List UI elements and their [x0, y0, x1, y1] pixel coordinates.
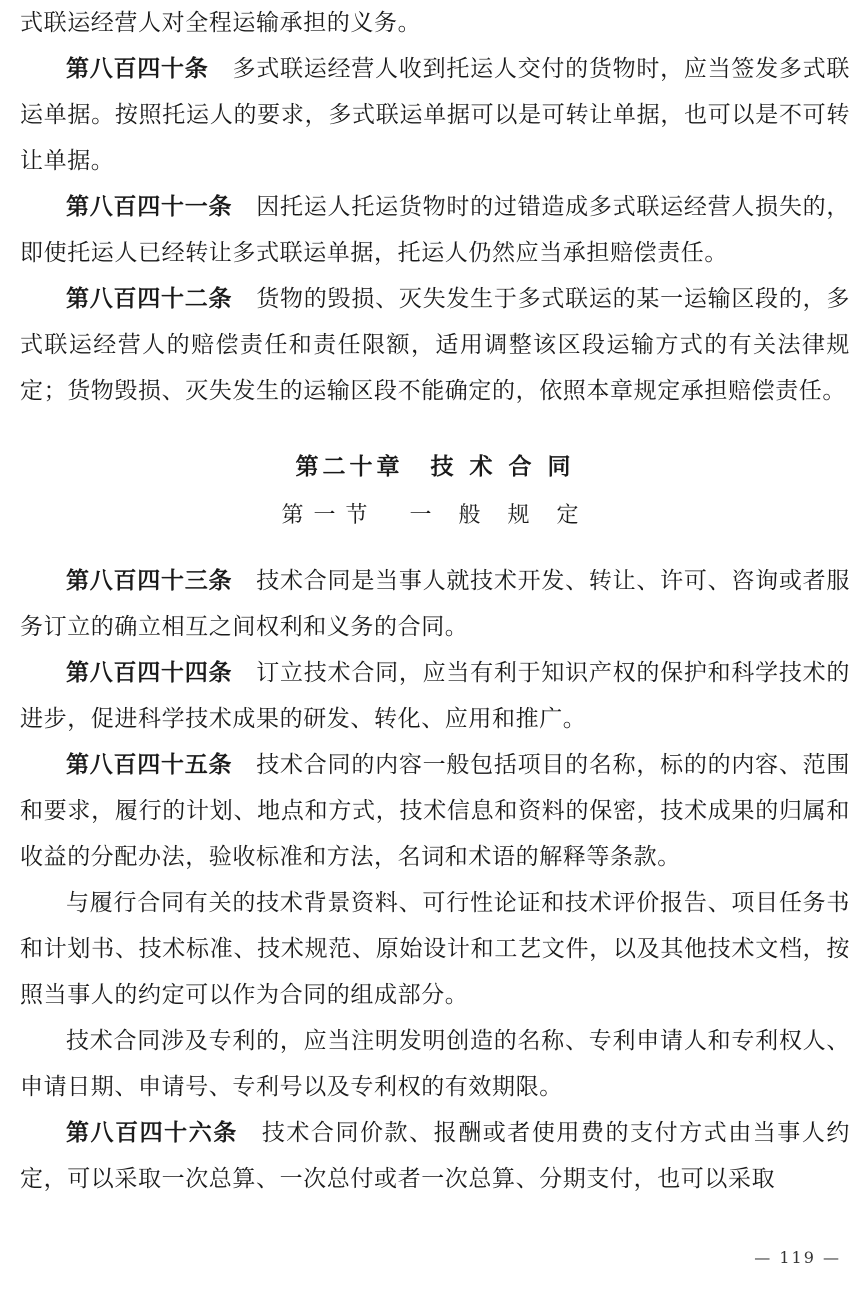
article-number: 第八百四十条 [66, 56, 209, 82]
page-number: — 119 — [754, 1248, 841, 1267]
chapter-heading: 第二十章 技 术 合 同 [295, 454, 575, 480]
article-840 [20, 46, 850, 184]
article-843 [20, 558, 850, 650]
document-page [20, 0, 850, 1202]
article-text: 订立技术合同，应当有利于知识产权的保护和科学技术的进步，促进科学技术成果的研发、转化、应用和推广。 [20, 660, 851, 732]
article-text: 技术合同是当事人就技术开发、转让、许可、咨询或者服务订立的确立相互之间权利和义务的合同。 [20, 568, 851, 640]
article-number: 第八百四十三条 [66, 568, 233, 594]
article-number: 第八百四十五条 [66, 752, 233, 778]
article-845-paragraph-3 [20, 1018, 850, 1110]
article-844 [20, 650, 850, 742]
paragraph-text: 技术合同涉及专利的，应当注明发明创造的名称、专利申请人和专利权人、申请日期、申请号、专利号以及专利权的有效期限。 [20, 1028, 850, 1100]
paragraph-continuation [20, 0, 850, 46]
article-845-paragraph-2 [20, 880, 850, 1018]
article-number: 第八百四十二条 [66, 286, 233, 312]
article-number: 第八百四十一条 [66, 194, 233, 220]
article-text: 技术合同价款、报酬或者使用费的支付方式由当事人约定，可以采取一次总算、一次总付或者一次总算、分期支付，也可以采取 [20, 1120, 850, 1192]
article-text: 货物的毁损、灭失发生于多式联运的某一运输区段的，多式联运经营人的赔偿责任和责任限额，适用调整该区段运输方式的有关法律规定；货物毁损、灭失发生的运输区段不能确定的，依照本章规定承担赔偿责任。 [20, 286, 851, 404]
article-number: 第八百四十四条 [66, 660, 233, 686]
article-842 [20, 276, 850, 414]
article-846 [20, 1110, 850, 1202]
paragraph-text: 与履行合同有关的技术背景资料、可行性论证和技术评价报告、项目任务书和计划书、技术标准、技术规范、原始设计和工艺文件，以及其他技术文档，按照当事人的约定可以作为合同的组成部分。 [20, 890, 850, 1008]
article-number: 第八百四十六条 [66, 1120, 238, 1146]
article-text: 多式联运经营人收到托运人交付的货物时，应当签发多式联运单据。按照托运人的要求，多式联运单据可以是可转让单据，也可以是不可转让单据。 [20, 56, 850, 174]
section-heading: 第一节 一 般 规 定 [281, 503, 589, 528]
article-text: 因托运人托运货物时的过错造成多式联运经营人损失的，即使托运人已经转让多式联运单据，托运人仍然应当承担赔偿责任。 [20, 194, 851, 266]
article-841 [20, 184, 850, 276]
paragraph-text: 式联运经营人对全程运输承担的义务。 [20, 10, 422, 36]
article-text: 技术合同的内容一般包括项目的名称，标的的内容、范围和要求，履行的计划、地点和方式，技术信息和资料的保密，技术成果的归属和收益的分配办法，验收标准和方法，名词和术语的解释等条款。 [20, 752, 851, 870]
article-845 [20, 742, 850, 880]
